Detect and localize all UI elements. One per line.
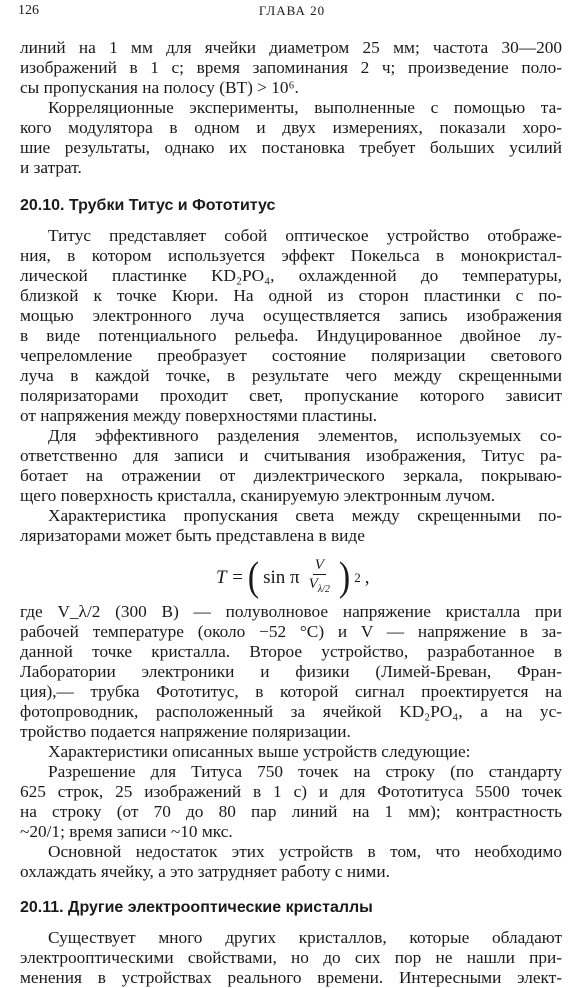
text-line: лической пластинке KD₂PO₄, охлажденной до температуры,	[20, 266, 562, 285]
section-heading: 20.11. Другие электрооптические кристаллы	[20, 899, 373, 916]
text-line: 625 строк, 25 изображений в 1 с) и для Фототитуса 5500 точек	[20, 782, 562, 801]
paragraph	[20, 762, 562, 842]
formula-numerator: V	[314, 557, 324, 573]
intro-paragraph	[20, 38, 562, 98]
text-line: ответственно для записи и считывания изображения, Титус ра-	[20, 446, 562, 465]
transmission-formula	[20, 546, 562, 602]
page-header	[18, 3, 566, 21]
text-line: Разрешение для Титуса 750 точек на строку (по стандарту	[48, 762, 562, 781]
paragraph	[20, 426, 562, 506]
text-line: луча в каждой точке, в результате чего между скрещенными	[20, 366, 562, 385]
text-line: охлаждать ячейку, а это затрудняет работу с ними.	[20, 862, 390, 881]
section-heading: 20.10. Трубки Титус и Фототитус	[20, 197, 276, 214]
paragraph	[20, 842, 562, 882]
text-line: ботает на отражении от диэлектрического зеркала, покрываю-	[20, 466, 562, 485]
formula-den-sub: λ/2	[317, 584, 330, 595]
text-line: изображений в 1 с; время запоминания 2 ч; произведение поло-	[20, 58, 562, 77]
intro-paragraph-2	[20, 98, 562, 178]
page-number: 126	[18, 3, 39, 18]
text-line: ция),— трубка Фототитус, в которой сигнал проектируется на	[20, 682, 562, 701]
text-line: мощью электронного луча осуществляется запись изображения	[20, 306, 562, 325]
right-paren: )	[338, 554, 351, 600]
text-line: Корреляционные эксперименты, выполненные с помощью та-	[48, 98, 562, 117]
text-line: и затрат.	[20, 158, 82, 177]
chapter-title: ГЛАВА 20	[258, 3, 326, 18]
text-line: от напряжения между поверхностями пластины.	[20, 406, 378, 425]
text-line: на строку (от 70 до 80 пар линий на 1 мм); контрастность	[20, 802, 562, 821]
text-line: тройство подается напряжение поляризации.	[20, 722, 351, 741]
text-line: Титус представляет собой оптическое устройство отображе-	[48, 226, 562, 245]
paragraph	[20, 226, 562, 426]
paragraph	[20, 506, 562, 546]
formula-power: 2	[354, 569, 361, 585]
paragraph	[20, 928, 562, 988]
text-line: шие результаты, однако их постановка требует больших усилий	[20, 138, 562, 157]
text-line: Существует много других кристаллов, которые обладают	[48, 928, 562, 947]
text-line: Для эффективного разделения элементов, используемых со-	[48, 426, 562, 445]
text-line: поляризаторами проходит свет, пропускание которого зависит	[20, 386, 562, 405]
text-line: щего поверхность кристалла, сканируемую электронным лучом.	[20, 486, 496, 505]
page-body	[20, 38, 562, 988]
text-line: близкой к точке Кюри. На одной из сторон пластинки с по-	[20, 286, 562, 305]
text-line: чепреломление преобразует состояние поляризации светового	[20, 346, 562, 365]
formula-trail: ,	[364, 566, 370, 588]
text-line: рабочей температуре (около −52 °C) и V — напряжение в за-	[20, 622, 562, 641]
text-line: ния, в котором используется эффект Покельса в монокристал-	[20, 246, 562, 265]
text-line: фотопроводник, расположенный за ячейкой KD₂PO₄, а на ус-	[20, 702, 562, 721]
formula-lhs: T =	[216, 566, 244, 588]
text-line: ляризаторами может быть представлена в виде	[20, 526, 365, 545]
paragraph	[20, 602, 562, 742]
text-line: Основной недостаток этих устройств в том, что необходимо	[48, 842, 562, 861]
text-line: Лаборатории электроники и физики (Лимей-Бреван, Фран-	[20, 662, 562, 681]
formula-denominator: $V_{\lambda/2}$	[308, 576, 330, 595]
text-line: электрооптическими свойствами, но до сих пор не нашли при-	[20, 948, 562, 967]
formula-fraction	[307, 556, 332, 599]
text-line: данной точке кристалла. Второе устройство, разработанное в	[20, 642, 562, 661]
text-line: Характеристика пропускания света между скрещенными по-	[48, 506, 562, 525]
text-line: линий на 1 мм для ячейки диаметром 25 мм; частота 30—200	[20, 38, 562, 57]
text-line: ~20/1; время записи ~10 мкс.	[20, 822, 233, 841]
text-line: Характеристики описанных выше устройств следующие:	[48, 742, 471, 761]
text-line: в виде потенциального рельефа. Индуцированное двойное лу-	[20, 326, 562, 345]
text-line: кого модулятора в одном и двух измерениях, показали хоро-	[20, 118, 562, 137]
text-line: сы пропускания на полосу (BT) > 10⁶.	[20, 78, 299, 97]
left-paren: (	[247, 554, 260, 600]
text-line: где V_λ/2 (300 В) — полуволновое напряжение кристалла при	[20, 602, 562, 621]
text-line: менения в устройствах реального времени. Интересными элект-	[20, 968, 562, 987]
formula-sin: sin π	[263, 566, 300, 588]
paragraph	[20, 742, 562, 762]
